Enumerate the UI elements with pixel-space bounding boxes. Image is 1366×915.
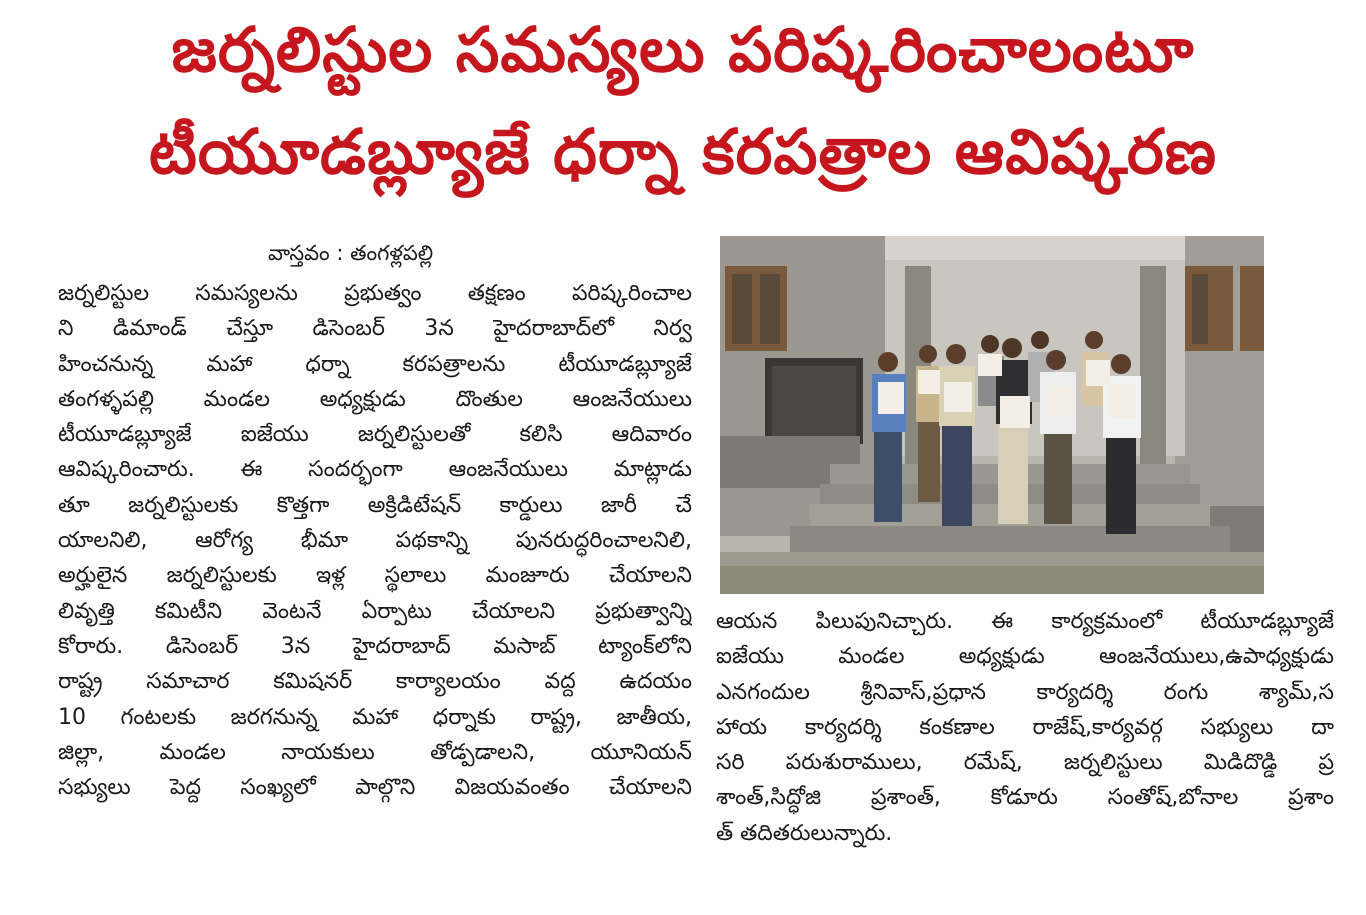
- article-right-column: [716, 604, 1334, 851]
- article-line: శాంత్,సిద్ధోజి ప్రశాంత్, కోడూరు సంతోష్,బోనాల ప్రశాం: [716, 785, 1334, 811]
- article-line: అర్హులైన జర్నలిస్టులకు ఇళ్ల స్థలాలు మంజూరు చేయాలని: [58, 563, 692, 589]
- article-line: ఆయన పిలుపునిచ్చారు. ఈ కార్యక్రమంలో టీయూడబ్ల్యూజే: [716, 609, 1334, 634]
- news-photo: [720, 236, 1264, 594]
- article-line: జిల్లా, మండల నాయకులు తోడ్పడాలని, యూనియన్: [58, 739, 692, 765]
- dateline: వాస్తవం : తంగళ్లపల్లి: [268, 241, 434, 265]
- article-line: త్ తదితరులున్నారు.: [716, 820, 893, 846]
- article-line: జర్నలిస్టుల సమస్యలను ప్రభుత్వం తక్షణం పరిష్కరించాల: [58, 281, 692, 306]
- article-line: సభ్యులు పెద్ద సంఖ్యలో పాల్గొని విజయవంతం చేయాలని: [58, 775, 692, 801]
- article-line: తంగళ్ళపల్లి మండల అధ్యక్షుడు దొంతుల ఆంజనేయులు: [58, 386, 692, 412]
- news-photo-illustration: [720, 236, 1264, 594]
- article-line: లివృత్తి కమిటీని వెంటనే ఏర్పాటు చేయాలని ప్రభుత్వాన్ని: [58, 598, 692, 624]
- article-line: యాలనిలి, ఆరోగ్య భీమా పథకాన్ని పునరుద్ధరించాలనిలి,: [58, 528, 692, 554]
- article-line: కోరారు. డిసెంబర్ 3న హైదరాబాద్ మసాబ్ ట్యాంక్‌లోని: [58, 633, 692, 659]
- article-line: తూ జర్నలిస్టులకు కొత్తగా అక్రిడిటేషన్ కార్డులు జారీ చే: [58, 492, 692, 518]
- article-line: హాయ కార్యదర్శి కంకణాల రాజేష్,కార్యవర్గ సభ్యులు దా: [716, 714, 1334, 740]
- article-line: 10 గంటలకు జరగనున్న మహా ధర్నాకు రాష్ట్ర, జాతీయ,: [58, 704, 692, 730]
- article-line: ఆవిష్కరించారు. ఈ సందర్భంగా ఆంజనేయులు మాట్లాడు: [58, 457, 692, 483]
- article-line: టీయూడబ్ల్యూజే ఐజేయు జర్నలిస్టులతో కలిసి ఆదివారం: [58, 422, 692, 448]
- headline-line-1: జర్నలిస్టుల సమస్యలు పరిష్కరించాలంటూ: [171, 13, 1195, 86]
- article-line: ని డిమాండ్ చేస్తూ డిసెంబర్ 3న హైదరాబాద్‌లో నిర్వ: [58, 316, 692, 342]
- article-left-column: [58, 276, 692, 805]
- article-line: ఐజేయు మండల అధ్యక్షుడు ఆంజనేయులు,ఉపాధ్యక్షుడు: [716, 644, 1334, 670]
- article-line: రాష్ట్ర సమాచార కమిషనర్ కార్యాలయం వద్ద ఉదయం: [58, 669, 692, 695]
- article-line: ఎనగందుల శ్రీనివాస్,ప్రధాన కార్యదర్శి రంగు శ్యామ్,స: [716, 679, 1334, 705]
- article-line: సరి పరుశురాములు, రమేష్, జర్నలిస్టులు మిడిదొడ్డి ప్ర: [716, 750, 1334, 776]
- headline-line-2: టీయూడబ్ల్యూజే ధర్నా కరపత్రాల ఆవిష్కరణ: [148, 115, 1217, 188]
- article-line: హించనున్న మహా ధర్నా కరపత్రాలను టీయూడబ్ల్యూజే: [58, 351, 692, 377]
